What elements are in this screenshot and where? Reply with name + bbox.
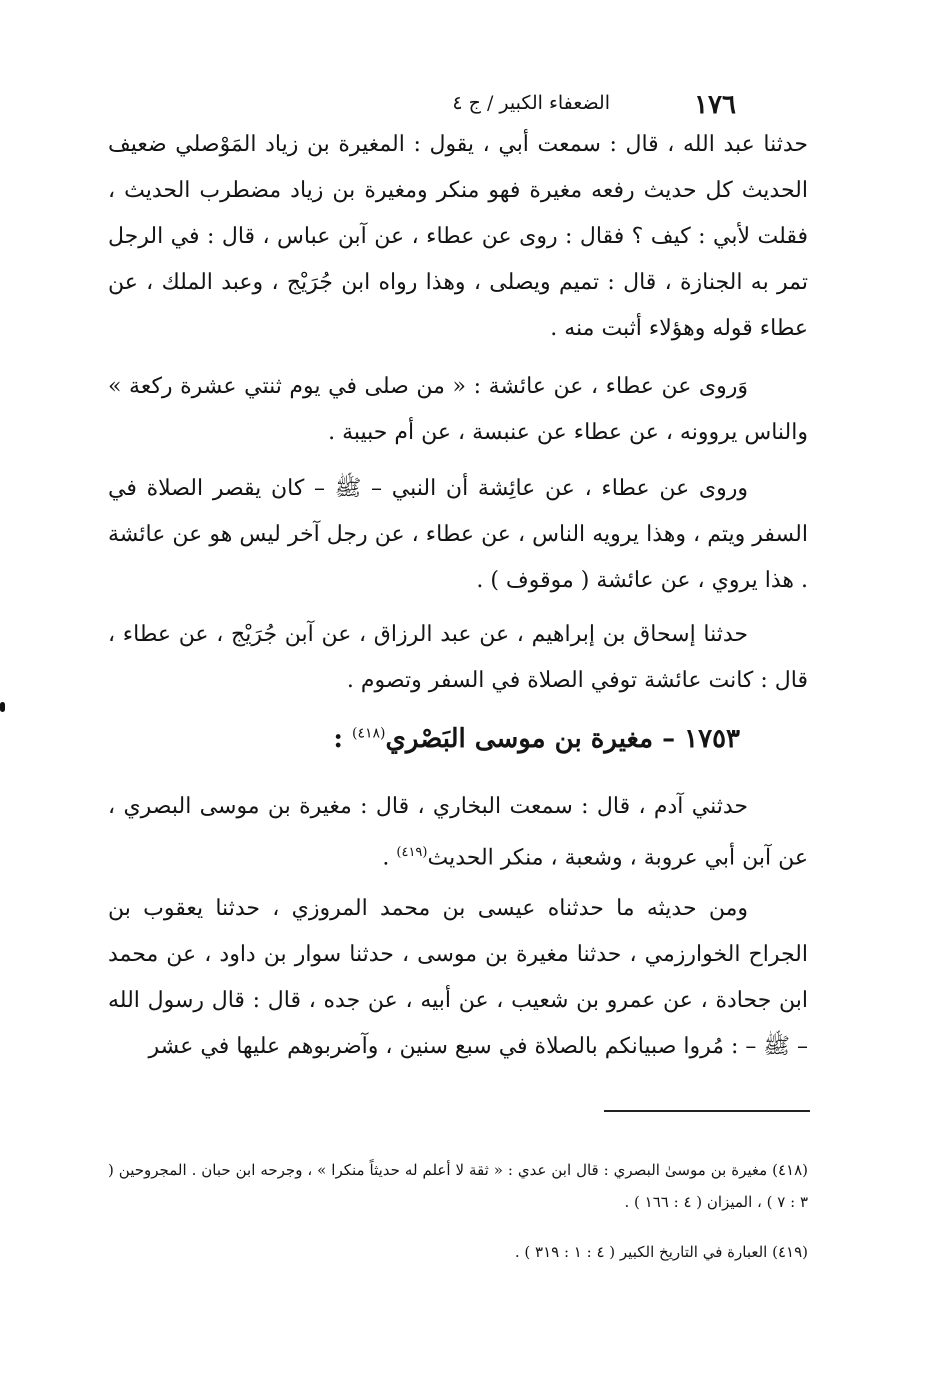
paragraph-4-text: حدثنا إسحاق بن إبراهيم ، عن عبد الرزاق ، عن آبن جُرَيْج ، عن عطاء ، قال : كانت عائشة توفي الصلاة في السفر وتصوم .	[108, 622, 808, 693]
paragraph-1	[108, 122, 808, 352]
scan-artifact	[0, 702, 5, 712]
page-number: ١٧٦	[694, 90, 736, 120]
paragraph-6	[108, 886, 808, 1070]
entry-colon: :	[333, 724, 343, 754]
paragraph-3-text: وروى عن عطاء ، عن عائِشة أن النبي – ﷺ – كان يقصر الصلاة في السفر ويتم ، وهذا يرويه الناس ، عن عطاء ، عن رجل آخر ليس هو عن عائشة . هذا يروي ، عن عائشة ( موقوف ) .	[108, 476, 808, 593]
footnote-419-text: (٤١٩) العبارة في التاريخ الكبير ( ٤ : ١ : ٣١٩ ) .	[514, 1243, 808, 1261]
footnote-ref-418: (٤١٨)	[352, 725, 386, 742]
paragraph-5-end: .	[382, 845, 390, 871]
paragraph-2	[108, 364, 808, 456]
footnote-divider	[604, 1110, 810, 1112]
footnote-418	[108, 1154, 808, 1218]
page-header	[340, 86, 740, 126]
paragraph-4	[108, 612, 808, 704]
entry-number: ١٧٥٣	[684, 724, 740, 754]
paragraph-5-text: حدثني آدم ، قال : سمعت البخاري ، قال : مغيرة بن موسى البصري ، عن آبن أبي عروبة ، وشعبة ، منكر الحديث	[108, 794, 808, 871]
entry-dash: –	[662, 724, 676, 754]
paragraph-6-text: ومن حديثه ما حدثناه عيسى بن محمد المروزي ، حدثنا يعقوب بن الجراح الخوارزمي ، حدثنا مغيرة بن موسى ، حدثنا سوار بن داود ، عن محمد ابن جحادة ، عن عمرو بن شعيب ، عن أبيه ، عن جده ، قال : قال رسول الله – ﷺ – : مُروا صبيانكم بالصلاة في سبع سنين ، وآضربوهم عليها في عشر	[108, 896, 808, 1059]
paragraph-2-text: وَروى عن عطاء ، عن عائشة : « من صلى في يوم ثنتي عشرة ركعة » والناس يروونه ، عن عطاء عن عنبسة ، عن أم حبيبة .	[108, 374, 808, 445]
footnote-418-text: (٤١٨) مغيرة بن موسىٰ البصري : قال ابن عدي : « ثقة لا أعلم له حديثاً منكرا » ، وجرحه ابن حبان . المجروحين ( ٣ : ٧ ) ، الميزان ( ٤ : ١٦٦ ) .	[108, 1161, 808, 1211]
paragraph-1-text: حدثنا عبد الله ، قال : سمعت أبي ، يقول : المغيرة بن زياد المَوْصلي ضعيف الحديث كل حديث رفعه مغيرة فهو منكر ومغيرة بن زياد مضطرب الحديث ، فقلت لأبي : كيف ؟ فقال : روى عن عطاء ، عن آبن عباس ، قال : في الرجل تمر به الجنازة ، قال : تميم ويصلى ، وهذا رواه ابن جُرَيْج ، وعبد الملك ، عن عطاء قوله وهؤلاء أثبت منه .	[108, 132, 808, 341]
footnote-ref-419: (٤١٩)	[396, 845, 428, 860]
entry-name: مغيرة بن موسى البَصْري	[385, 724, 654, 754]
paragraph-5	[108, 784, 808, 881]
entry-heading	[300, 724, 740, 754]
running-title: الضعفاء الكبير / ج ٤	[452, 92, 610, 114]
footnote-419	[108, 1236, 808, 1268]
paragraph-3	[108, 466, 808, 604]
